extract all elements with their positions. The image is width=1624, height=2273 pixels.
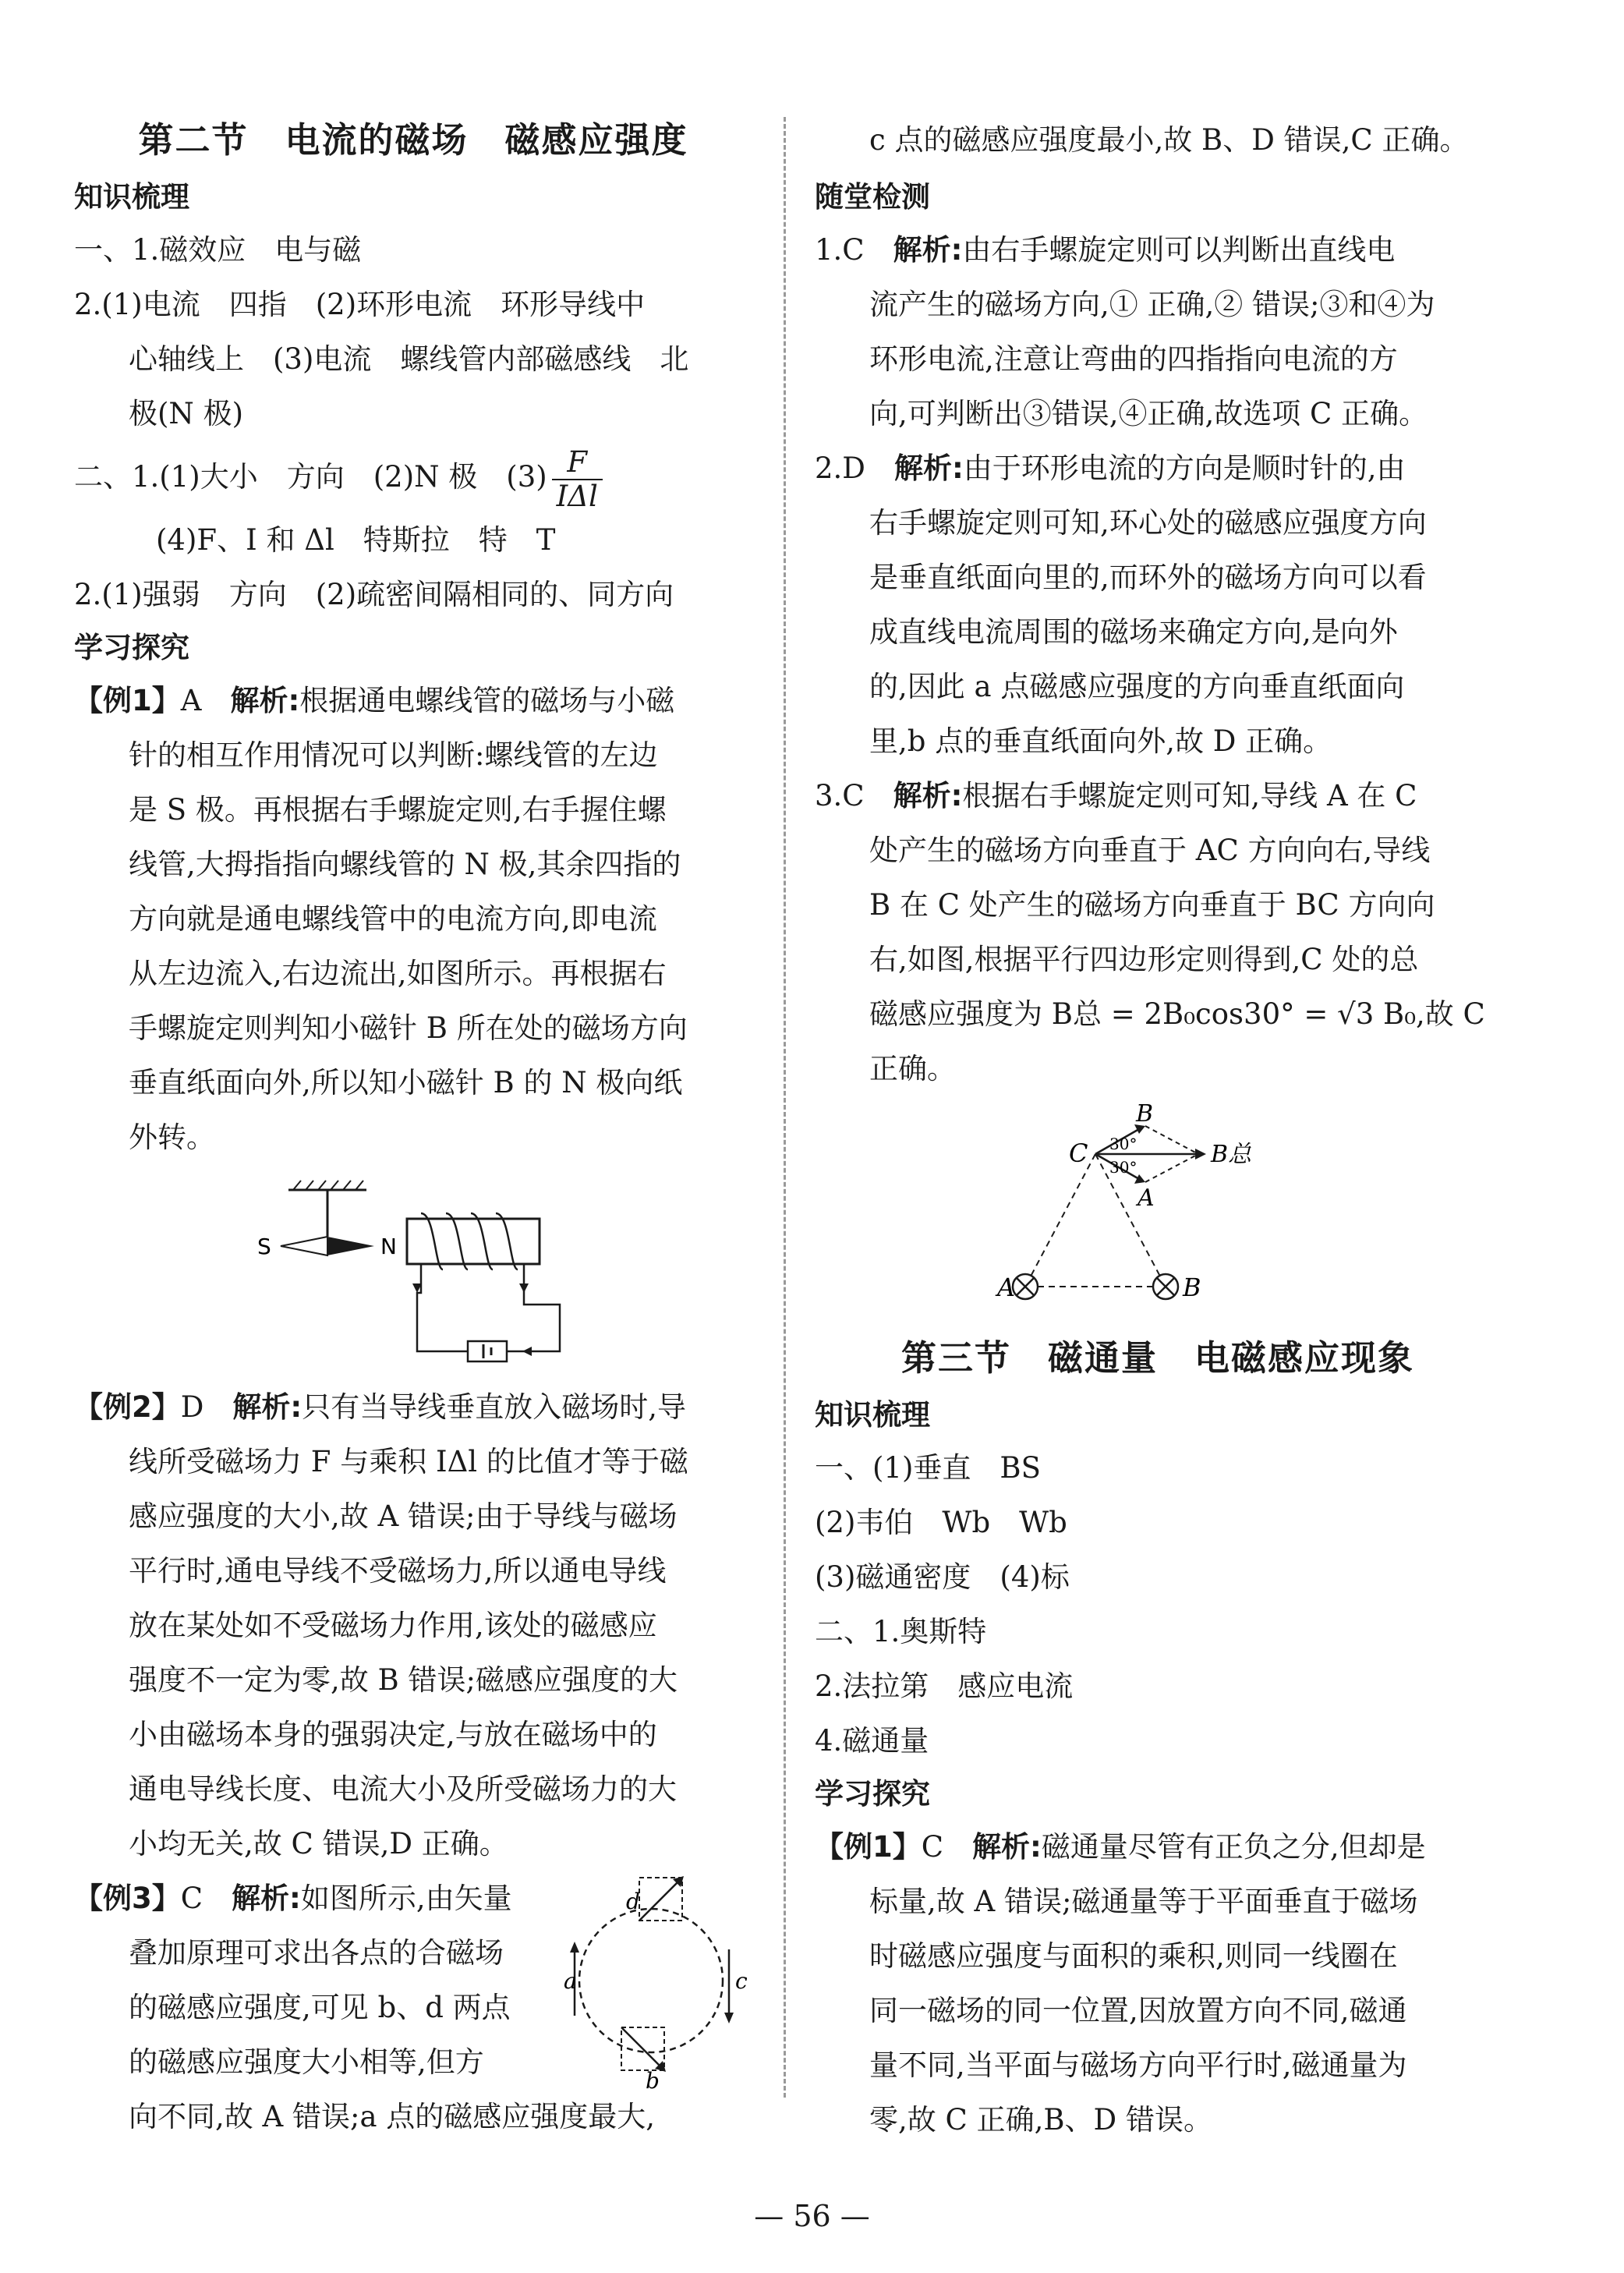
arrow-d — [639, 1879, 681, 1921]
section-3-title: 第三节 磁通量 电磁感应现象 — [900, 1337, 1414, 1379]
ex31-line-6: 零,故 C 正确,B、D 错误。 — [869, 2103, 1212, 2137]
solenoid-figure — [242, 1176, 585, 1371]
ex1-line-4: 线管,大拇指指向螺线管的 N 极,其余四指的 — [129, 848, 681, 881]
k2-line-1 — [74, 441, 752, 513]
q3-line-3: B 在 C 处产生的磁场方向垂直于 BC 方向向 — [869, 888, 1435, 922]
left-column — [74, 109, 752, 2144]
q1-jiexi: 解析: — [893, 233, 963, 267]
ex2-line-2: 线所受磁场力 F 与乘积 IΔl 的比值才等于磁 — [129, 1445, 688, 1478]
fraction-denominator: IΔl — [556, 479, 598, 513]
fraction-numerator: F — [552, 446, 603, 480]
label-b-total: B总 — [1211, 1141, 1252, 1168]
ex2-line-6: 强度不一定为零,故 B 错误;磁感应强度的大 — [129, 1663, 678, 1697]
q3-jiexi: 解析: — [893, 779, 963, 813]
q2-line-1: 由于环形电流的方向是顺时针的,由 — [963, 451, 1406, 485]
heading-knowledge: 知识梳理 — [74, 180, 189, 214]
current-arrow-left — [522, 1347, 532, 1356]
ex2-line-3: 感应强度的大小,故 A 错误;由于导线与磁场 — [129, 1499, 678, 1533]
q2-line-4: 成直线电流周围的磁场来确定方向,是向外 — [869, 615, 1398, 649]
label-c-point: C — [1069, 1138, 1088, 1168]
example-1 — [74, 674, 752, 728]
question-3 — [815, 769, 1501, 823]
k2-prefix: 二、1.(1)大小 方向 (2)N 极 (3) — [74, 460, 547, 494]
q2-line-3: 是垂直纸面向里的,而环外的磁场方向可以看 — [869, 561, 1427, 594]
figure-solenoid-wrap — [74, 1176, 752, 1371]
k3-line-5: 2.法拉第 感应电流 — [815, 1669, 1074, 1703]
example-3-line-1: 如图所示,由矢量 — [300, 1882, 512, 1915]
needle-north-half — [327, 1237, 374, 1255]
label-angle-lower: 30° — [1109, 1158, 1138, 1177]
ex1-line-6: 从左边流入,右边流出,如图所示。再根据右 — [129, 957, 667, 990]
ex1-line-2: 针的相互作用情况可以判断:螺线管的左边 — [129, 738, 658, 772]
k3-line-1: 一、(1)垂直 BS — [815, 1451, 1041, 1485]
circuit-left-wire — [417, 1264, 468, 1351]
example-2-line-1: 只有当导线垂直放入磁场时,导 — [302, 1390, 686, 1424]
example-3-1-answer: C — [921, 1830, 973, 1864]
k3-line-4: 二、1.奥斯特 — [815, 1615, 987, 1648]
q3-line-1: 根据右手螺旋定则可知,导线 A 在 C — [962, 779, 1417, 813]
q3-line-2: 处产生的磁场方向垂直于 AC 方向向右,导线 — [869, 834, 1431, 867]
solenoid-coil — [421, 1213, 518, 1269]
ex2-line-7: 小由磁场本身的强弱决定,与放在磁场中的 — [129, 1718, 657, 1751]
example-3-1-label: 【例1】 — [815, 1830, 922, 1864]
q1-line-3: 环形电流,注意让弯曲的四指指向电流的方 — [869, 342, 1398, 376]
q2-num: 2.D — [815, 451, 894, 485]
label-c: c — [735, 1968, 748, 1994]
example-3-block — [74, 1871, 752, 2144]
example-1-line-1: 根据通电螺线管的磁场与小磁 — [299, 684, 675, 717]
example-3-1-line-1: 磁通量尽管有正负之分,但却是 — [1041, 1830, 1426, 1864]
q1-line-1: 由右手螺旋定则可以判断出直线电 — [962, 233, 1396, 267]
q1-line-4: 向,可判断出③错误,④正确,故选项 C 正确。 — [869, 397, 1428, 430]
vector-figure-wrap — [815, 1100, 1501, 1318]
example-1-label: 【例1】 — [74, 684, 181, 717]
example-1-jiexi: 解析: — [230, 684, 300, 717]
heading-explore: 学习探究 — [74, 631, 189, 664]
k3-line-2: (2)韦伯 Wb Wb — [815, 1506, 1067, 1539]
ex31-line-4: 同一磁场的同一位置,因放置方向不同,磁通 — [869, 1994, 1407, 2027]
ex2-line-9: 小均无关,故 C 错误,D 正确。 — [129, 1827, 508, 1861]
question-1 — [815, 223, 1501, 278]
right-column — [815, 109, 1501, 2147]
heading-knowledge-3: 知识梳理 — [815, 1398, 930, 1432]
q3-line-4: 右,如图,根据平行四边形定则得到,C 处的总 — [869, 943, 1419, 976]
k2-line-3: 2.(1)强弱 方向 (2)疏密间隔相同的、同方向 — [74, 578, 674, 611]
example-2-answer: D — [180, 1390, 233, 1424]
ex1-line-9: 外转。 — [129, 1121, 215, 1154]
q2-line-6: 里,b 点的垂直纸面向外,故 D 正确。 — [869, 724, 1332, 758]
k-line-1: 一、1.磁效应 电与磁 — [74, 233, 362, 267]
example-3-jiexi: 解析: — [232, 1882, 301, 1915]
label-s: S — [257, 1234, 271, 1259]
q3-line-5: 磁感应强度为 B总 = 2B₀cos30° = √3 B₀,故 C — [869, 997, 1485, 1031]
cont-line: c 点的磁感应强度最小,故 B、D 错误,C 正确。 — [869, 123, 1469, 157]
ex2-line-8: 通电导线长度、电流大小及所受磁场力的大 — [129, 1772, 677, 1806]
k-line-4: 极(N 极) — [129, 397, 244, 430]
label-d: d — [626, 1889, 640, 1914]
q2-line-2: 右手螺旋定则可知,环心处的磁感应强度方向 — [869, 506, 1427, 540]
label-b: b — [646, 2068, 660, 2094]
ex3-line-5: 向不同,故 A 错误;a 点的磁感应强度最大, — [129, 2100, 656, 2133]
battery — [468, 1341, 507, 1361]
ex2-line-4: 平行时,通电导线不受磁场力,所以通电导线 — [129, 1554, 667, 1588]
needle-south-half — [281, 1237, 327, 1255]
q2-line-5: 的,因此 a 点磁感应强度的方向垂直纸面向 — [869, 670, 1405, 703]
ex2-line-5: 放在某处如不受磁场力作用,该处的磁感应 — [129, 1609, 657, 1642]
section-title: 第二节 电流的磁场 磁感应强度 — [138, 119, 688, 161]
q3-num: 3.C — [815, 779, 893, 813]
heading-check: 随堂检测 — [815, 180, 930, 214]
question-2 — [815, 441, 1501, 496]
current-arrow-down — [519, 1283, 529, 1293]
ring-current-figure — [564, 1871, 752, 2094]
ex1-line-8: 垂直纸面向外,所以知小磁针 B 的 N 极向纸 — [129, 1066, 683, 1099]
ex3-line-3: 的磁感应强度,可见 b、d 两点 — [129, 1991, 511, 2024]
ex1-line-7: 手螺旋定则判知小磁针 B 所在处的磁场方向 — [129, 1011, 688, 1045]
ex3-line-2: 叠加原理可求出各点的合磁场 — [129, 1936, 504, 1970]
ex31-line-5: 量不同,当平面与磁场方向平行时,磁通量为 — [869, 2048, 1407, 2082]
example-1-answer: A — [180, 684, 231, 717]
example-2 — [74, 1380, 752, 1435]
q3-line-6: 正确。 — [869, 1052, 956, 1085]
label-n: N — [380, 1234, 397, 1259]
q1-line-2: 流产生的磁场方向,① 正确,② 错误;③和④为 — [869, 288, 1435, 321]
k2-line-2: (4)F、I 和 Δl 特斯拉 特 T — [156, 523, 556, 557]
k-line-2: 2.(1)电流 四指 (2)环形电流 环形导线中 — [74, 288, 646, 321]
example-3-answer: C — [180, 1882, 232, 1915]
example-2-label: 【例2】 — [74, 1390, 181, 1424]
fraction-f-over-il — [552, 446, 603, 513]
column-divider — [784, 117, 786, 2098]
example-3-1-jiexi: 解析: — [972, 1830, 1042, 1864]
ex31-line-3: 时磁感应强度与面积的乘积,则同一线圈在 — [869, 1939, 1398, 1973]
example-2-jiexi: 解析: — [232, 1390, 303, 1424]
ex3-line-4: 的磁感应强度大小相等,但方 — [129, 2045, 484, 2079]
label-angle-upper: 30° — [1109, 1135, 1138, 1153]
ex31-line-2: 标量,故 A 错误;磁通量等于平面垂直于磁场 — [869, 1885, 1418, 1918]
circuit-right-wire — [507, 1264, 560, 1351]
vector-sum-figure — [994, 1100, 1321, 1318]
q2-jiexi: 解析: — [893, 451, 964, 485]
example-3-label: 【例3】 — [74, 1882, 181, 1915]
label-wire-b: B — [1183, 1273, 1201, 1302]
solenoid-body — [407, 1219, 540, 1264]
heading-explore-3: 学习探究 — [815, 1777, 930, 1811]
k3-line-3: (3)磁通密度 (4)标 — [815, 1560, 1070, 1594]
label-a-vector: A — [1138, 1184, 1155, 1212]
label-wire-a: A — [997, 1273, 1016, 1302]
q1-num: 1.C — [815, 233, 893, 267]
page-number: — 56 — — [754, 2199, 870, 2233]
k3-line-6: 4.磁通量 — [815, 1724, 929, 1758]
label-b-vector: B — [1136, 1100, 1154, 1128]
line-ca — [1025, 1154, 1095, 1287]
k-line-3: 心轴线上 (3)电流 螺线管内部磁感线 北 — [129, 342, 689, 376]
ex1-line-3: 是 S 极。再根据右手螺旋定则,右手握住螺 — [129, 793, 667, 827]
example-3-1 — [815, 1820, 1501, 1875]
label-a: a — [564, 1968, 577, 1994]
ceiling-hatch — [293, 1181, 363, 1190]
ring-current — [579, 1909, 723, 2052]
ex1-line-5: 方向就是通电螺线管中的电流方向,即电流 — [129, 902, 657, 936]
